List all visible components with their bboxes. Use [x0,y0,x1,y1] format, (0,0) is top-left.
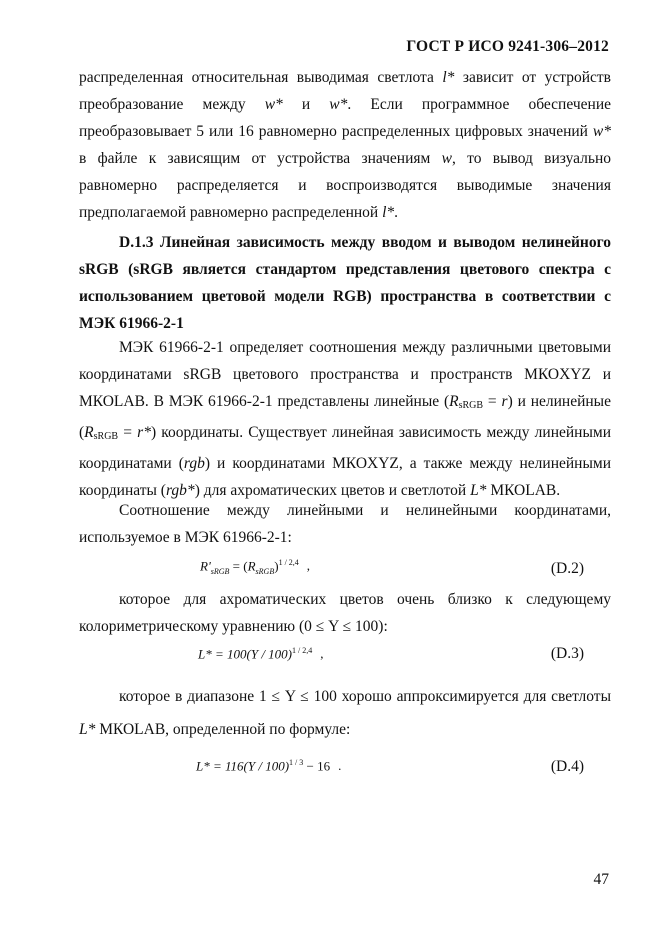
paragraph-approx [79,680,611,746]
paragraph-colorimetric [79,586,611,640]
text-line: равномерно распределяется и воспроизводятся выводимые значения [79,177,611,194]
text-line: L* МКОLAB, определенной по формуле: [79,721,351,738]
text-line: которое для ахроматических цветов очень близко к следующему [119,591,611,608]
page-number: 47 [593,871,609,888]
section-heading [79,229,611,337]
text-line: предполагаемой равномерно распределенной l*. [79,204,399,221]
text-line: распределенная относительная выводимая светлота l* зависит от устройств [79,69,611,86]
paragraph-relation [79,497,611,551]
paragraph-iec-text: МЭК 61966-2-1 определяет соотношения между различными цветовыми координатами sRGB цветового пространства и пространств МКОXYZ и МКОLAB. В МЭК 61966-2-1 представлены линейные (RsRGB = r) и нелинейные (RsRGB = r*) координаты. Существует линейная зависимость между линейными координатами (rgb) и координатами МКОXYZ, а также между нелинейными координаты (rgb*) для ахроматических цветов и светлотой L* МКОLAB. [79,339,611,499]
equation-d2-label: (D.2) [550,560,584,577]
equation-d3: L* = 100(Y / 100)$^{1 / 2,4}$ , [198,646,324,662]
text-line: Соотношение между линейными и нелинейными координатами, [119,502,611,519]
equation-d2: $R'_{sRGB} = (R_{sRGB})^{1 / 2,4}$ , [200,558,311,576]
text-line: преобразовывает 5 или 16 равномерно распределенных цифровых значений w* [79,123,611,140]
text-line: колориметрическому уравнению (0 ≤ Y ≤ 100): [79,618,388,635]
text-line: преобразование между w* и w*. Если программное обеспечение [79,96,611,113]
text-line: в файле к зависящим от устройства значениям w, то вывод визуально [79,150,611,167]
paragraph-intro [79,64,611,226]
text-line: используемое в МЭК 61966-2-1: [79,529,292,546]
equation-d3-label: (D.3) [550,645,584,662]
text-line: которое в диапазоне 1 ≤ Y ≤ 100 хорошо аппроксимируется для светлоты [119,688,611,705]
equation-d4-label: (D.4) [550,758,584,775]
equation-d4: L* = 116(Y / 100)$^{1 / 3}$ − 16 . [196,758,342,774]
paragraph-iec [79,334,611,504]
section-heading-text: D.1.3 Линейная зависимость между вводом и выводом нелинейного sRGB (sRGB является стандартом представления цветового спектра с использованием цветовой модели RGB) пространства в соответствии с МЭК 61966-2-1 [79,234,611,332]
standard-header: ГОСТ Р ИСО 9241-306–2012 [406,38,609,55]
